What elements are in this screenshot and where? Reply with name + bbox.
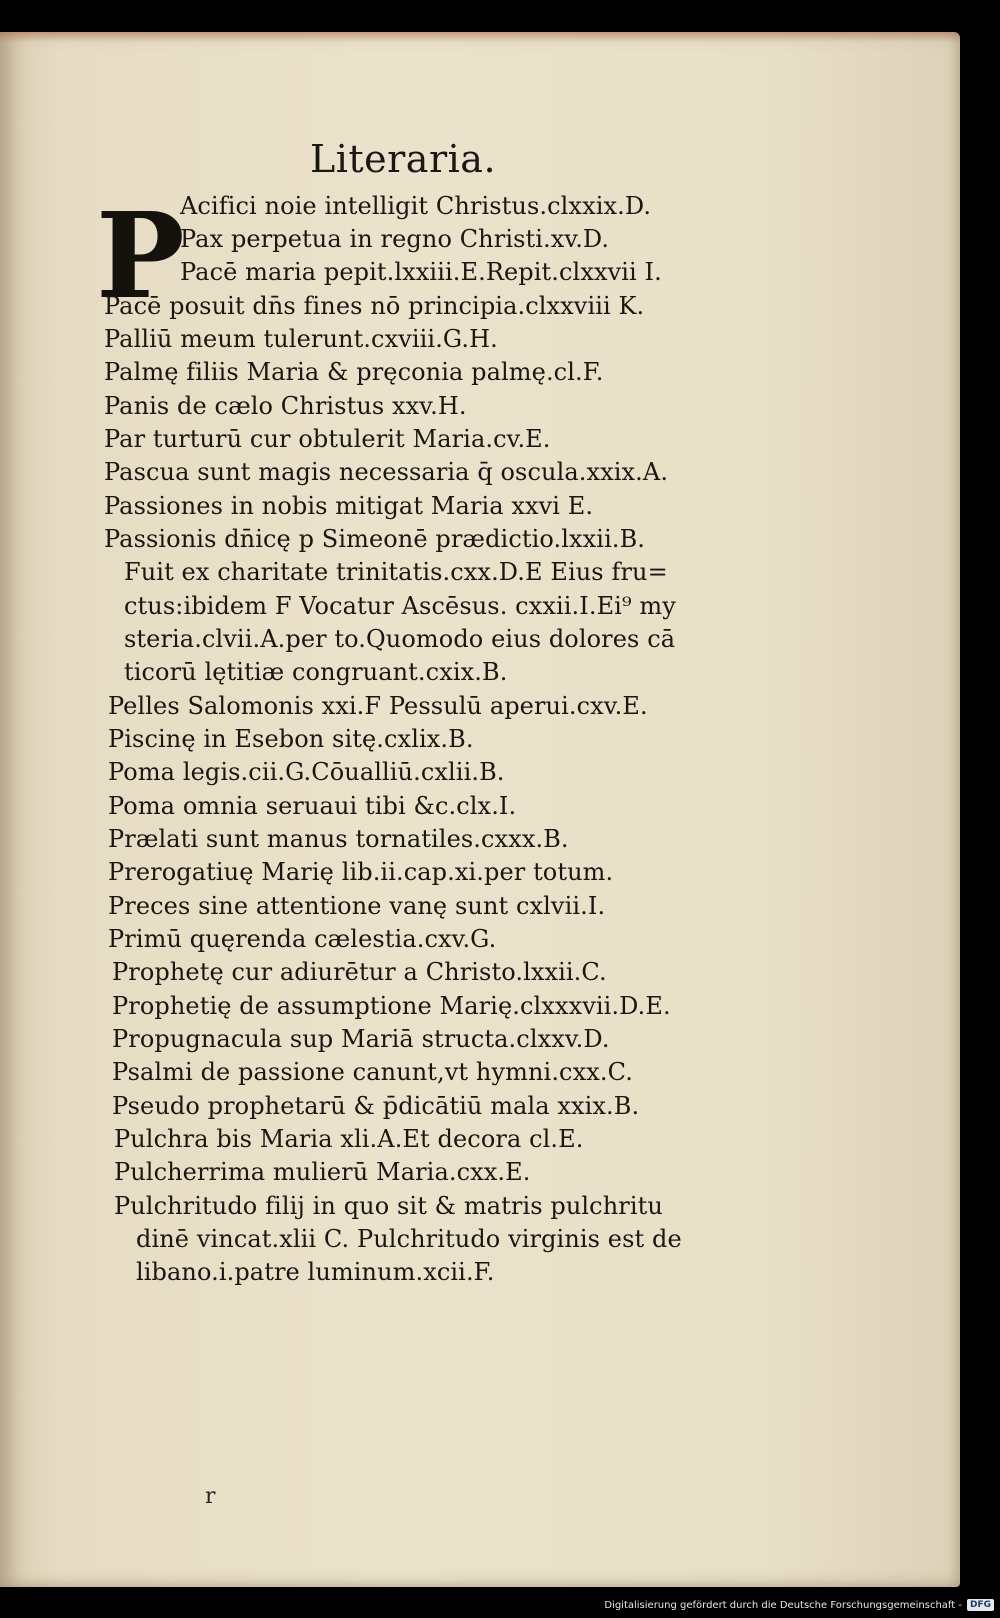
index-line: Propugnacula sup Mariā structa.clxxv.D. <box>112 1025 610 1053</box>
index-line: ticorū lętitiæ congruant.cxix.B. <box>124 658 508 686</box>
index-line: Prerogatiuę Marię lib.ii.cap.xi.per totum. <box>108 858 614 886</box>
stray-ink-mark: r <box>205 1484 216 1509</box>
index-line: Pseudo prophetarū & p̄dicātiū mala xxix.B. <box>112 1092 640 1120</box>
index-line: ctus:ibidem F Vocatur Ascēsus. cxxii.I.Ei⁹ my <box>124 592 676 620</box>
index-line: Panis de cælo Christus xxv.H. <box>104 392 467 420</box>
dfg-logo: DFG <box>967 1599 994 1611</box>
index-line: dinē vincat.xlii C. Pulchritudo virginis est de <box>136 1225 682 1253</box>
index-line: Passionis dn̄icę p Simeonē prædictio.lxxii.B. <box>104 525 646 553</box>
index-line: Prælati sunt manus tornatiles.cxxx.B. <box>108 825 569 853</box>
index-line: Fuit ex charitate trinitatis.cxx.D.E Eius fru= <box>124 558 668 586</box>
index-line: Psalmi de passione canunt,vt hymni.cxx.C. <box>112 1058 633 1086</box>
index-line: Piscinę in Esebon sitę.cxlix.B. <box>108 725 474 753</box>
index-line: Par turturū cur obtulerit Maria.cv.E. <box>104 425 551 453</box>
index-line: Poma legis.cii.G.Cōualliū.cxlii.B. <box>108 758 505 786</box>
bleed-through-text <box>740 162 940 1312</box>
index-line: Palmę filiis Maria & pręconia palmę.cl.F. <box>104 358 604 386</box>
index-line: Prophetę cur adiurētur a Christo.lxxii.C. <box>112 958 607 986</box>
footer-credit-text: Digitalisierung gefördert durch die Deutsche Forschungsgemeinschaft - <box>604 1599 962 1611</box>
index-line: Preces sine attentione vanę sunt cxlvii.I. <box>108 892 606 920</box>
drop-cap-initial: P <box>96 186 185 325</box>
index-line: Pulcherrima mulierū Maria.cxx.E. <box>114 1158 531 1186</box>
index-line: Pacē maria pepit.lxxiii.E.Repit.clxxvii I. <box>180 258 662 286</box>
index-line: Primū quęrenda cælestia.cxv.G. <box>108 925 497 953</box>
index-line: Pelles Salomonis xxi.F Pessulū aperui.cxv.E. <box>108 692 648 720</box>
index-line: Palliū meum tulerunt.cxviii.G.H. <box>104 325 498 353</box>
index-line: Pax perpetua in regno Christi.xv.D. <box>180 225 610 253</box>
book-page <box>0 32 960 1587</box>
index-line: steria.clvii.A.per to.Quomodo eius dolores cā <box>124 625 676 653</box>
index-line: Prophetię de assumptione Marię.clxxxvii.D.E. <box>112 992 671 1020</box>
index-line: Acifici noie intelligit Christus.clxxix.D. <box>180 192 652 220</box>
index-line: Passiones in nobis mitigat Maria xxvi E. <box>104 492 594 520</box>
index-line: libano.i.patre luminum.xcii.F. <box>136 1258 495 1286</box>
index-line: Poma omnia seruaui tibi &c.clx.I. <box>108 792 517 820</box>
index-line: Pulchritudo filij in quo sit & matris pulchritu <box>114 1192 663 1220</box>
page-heading: Literaria. <box>310 137 497 181</box>
index-line: Pacē posuit dn̄s fines nō principia.clxxviii K. <box>104 292 645 320</box>
digitization-footer <box>604 1596 994 1614</box>
index-line: Pascua sunt magis necessaria q̄ oscula.xxix.A. <box>104 458 669 486</box>
index-line: Pulchra bis Maria xli.A.Et decora cl.E. <box>114 1125 584 1153</box>
